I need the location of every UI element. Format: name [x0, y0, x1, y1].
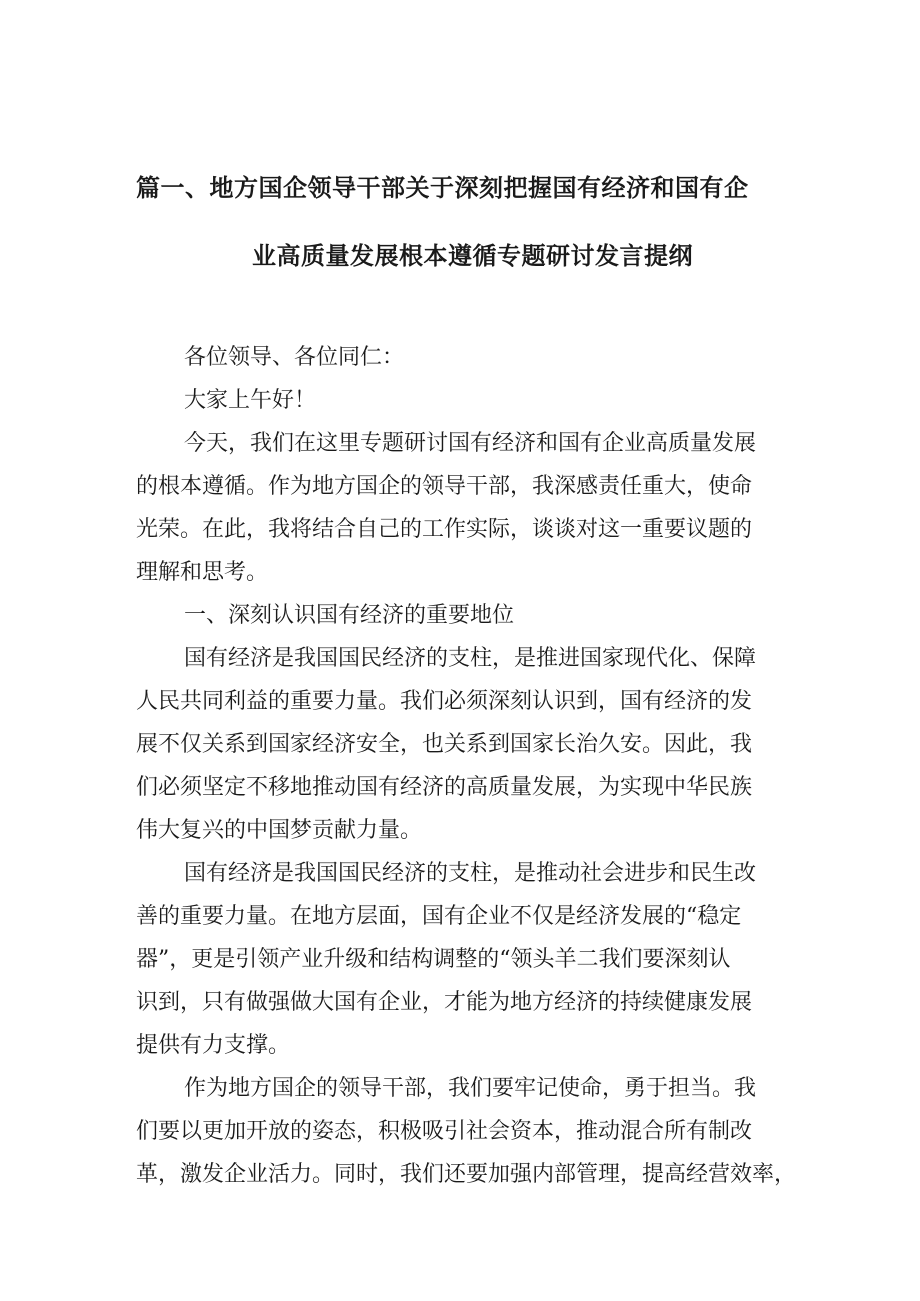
paragraph-line: 国有经济是我国国民经济的支柱，是推进国家现代化、保障 — [184, 646, 757, 671]
section-heading: 一、深刻认识国有经济的重要地位 — [184, 603, 515, 628]
greeting: 大家上午好！ — [184, 388, 317, 413]
paragraph-line: 国有经济是我国国民经济的支柱，是推动社会进步和民生改 — [184, 861, 757, 886]
paragraph-line: 光荣。在此，我将结合自己的工作实际，谈谈对这一重要议题的 — [136, 517, 753, 542]
paragraph-line: 作为地方国企的领导干部，我们要牢记使命，勇于担当。我 — [184, 1076, 757, 1101]
paragraph-line: 们要以更加开放的姿态，积极吸引社会资本，推动混合所有制改 — [136, 1119, 753, 1144]
paragraph-line: 提供有力支撑。 — [136, 1033, 291, 1058]
document-title-line-2: 业高质量发展根本遵循专题研讨发言提纲 — [252, 242, 693, 270]
paragraph-line: 识到，只有做强做大国有企业，才能为地方经济的持续健康发展 — [136, 990, 753, 1015]
paragraph-line: 理解和思考。 — [136, 560, 269, 585]
paragraph-line: 展不仅关系到国家经济安全，也关系到国家长治久安。因此，我 — [136, 732, 753, 757]
paragraph-line: 伟大复兴的中国梦贡献力量。 — [136, 818, 423, 843]
document-title-line-1: 篇一、地方国企领导干部关于深刻把握国有经济和国有企 — [136, 174, 749, 202]
salutation: 各位领导、各位同仁： — [184, 345, 405, 370]
paragraph-line: 善的重要力量。在地方层面，国有企业不仅是经济发展的“稳定 — [136, 904, 742, 929]
paragraph-line: 们必须坚定不移地推动国有经济的高质量发展，为实现中华民族 — [136, 775, 753, 800]
paragraph-line: 器”，更是引领产业升级和结构调整的“领头羊二我们要深刻认 — [136, 947, 731, 972]
paragraph-line: 人民共同利益的重要力量。我们必须深刻认识到，国有经济的发 — [136, 689, 753, 714]
paragraph-line: 的根本遵循。作为地方国企的领导干部，我深感责任重大，使命 — [136, 474, 753, 499]
paragraph-line: 今天，我们在这里专题研讨国有经济和国有企业高质量发展 — [184, 431, 757, 456]
paragraph-line: 革，激发企业活力。同时，我们还要加强内部管理，提高经营效率， — [136, 1162, 797, 1187]
